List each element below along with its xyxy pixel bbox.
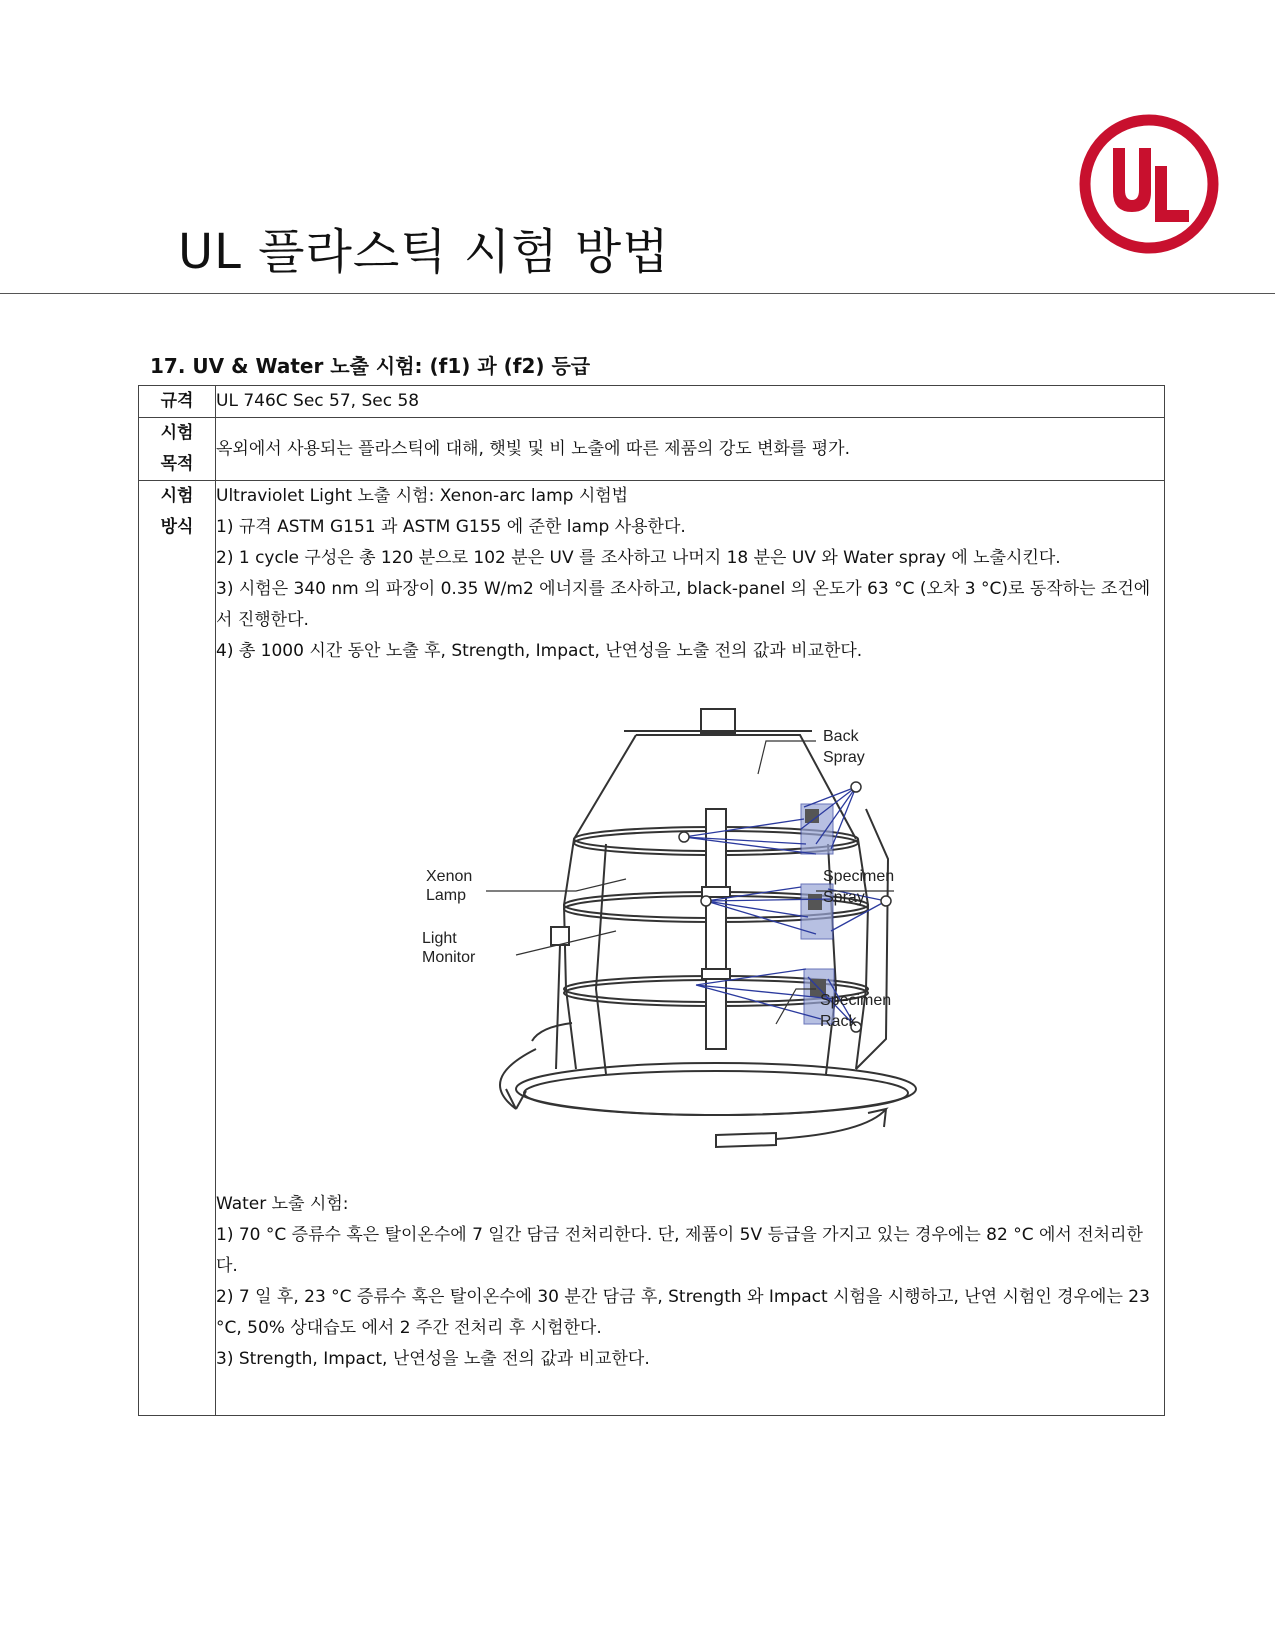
standard-value: UL 746C Sec 57, Sec 58 — [216, 386, 1165, 418]
uv-step: 1) 규격 ASTM G151 과 ASTM G155 에 준한 lamp 사용한다. — [216, 517, 686, 537]
water-step: 3) Strength, Impact, 난연성을 노출 전의 값과 비교한다. — [216, 1349, 650, 1369]
table-row-purpose — [139, 418, 1165, 481]
uv-step: 3) 시험은 340 nm 의 파장이 0.35 W/m2 에너지를 조사하고, black-panel 의 온도가 63 °C (오차 3 °C)로 동작하는 조건에서 진행한다. — [216, 579, 1151, 630]
row-label-purpose — [139, 418, 216, 481]
row-label-method — [139, 481, 216, 1416]
test-spec-table — [138, 385, 1165, 1416]
ul-logo — [1075, 110, 1223, 258]
label-line: 방식 — [160, 517, 194, 537]
page-title: UL 플라스틱 시험 방법 — [178, 224, 670, 280]
label-line: 시험 — [160, 486, 194, 506]
uv-step: 2) 1 cycle 구성은 총 120 분으로 102 분은 UV 를 조사하고 나머지 18 분은 UV 와 Water spray 에 노출시킨다. — [216, 548, 1061, 568]
water-step: 2) 7 일 후, 23 °C 증류수 혹은 탈이온수에 30 분간 담금 후, Strength 와 Impact 시험을 시행하고, 난연 시험인 경우에는 23 °C, 50% 상대습도 에서 2 주간 전처리 후 시험한다. — [216, 1287, 1150, 1338]
back-spray-label: Back Spray — [823, 728, 865, 766]
water-test-block — [216, 1189, 1164, 1415]
uv-step: 4) 총 1000 시간 동안 노출 후, Strength, Impact, 난연성을 노출 전의 값과 비교한다. — [216, 641, 863, 661]
header-divider — [0, 293, 1275, 294]
purpose-text: 옥외에서 사용되는 플라스틱에 대해, 햇빛 및 비 노출에 따른 제품의 강도 변화를 평가. — [216, 418, 1165, 481]
table-row-method — [139, 481, 1165, 1416]
label-line: 목적 — [160, 454, 194, 474]
label-line: 시험 — [160, 423, 194, 443]
light-monitor-label: Light Monitor — [422, 930, 476, 966]
method-content — [216, 481, 1165, 1416]
row-label-standard: 규격 — [139, 386, 216, 418]
specimen-spray-label: Specimen Spray — [823, 868, 895, 906]
water-intro: Water 노출 시험: — [216, 1194, 349, 1214]
water-step: 1) 70 °C 증류수 혹은 탈이온수에 7 일간 담금 전처리한다. 단, 제품이 5V 등급을 가지고 있는 경우에는 82 °C 에서 전처리한다. — [216, 1225, 1143, 1276]
specimen-rack-label: Specimen Rack — [820, 992, 892, 1030]
table-row-standard — [139, 386, 1165, 418]
xenon-arc-apparatus-diagram — [216, 669, 1164, 1189]
section-heading: 17. UV & Water 노출 시험: (f1) 과 (f2) 등급 — [150, 354, 591, 378]
xenon-lamp-label: Xenon Lamp — [426, 868, 473, 904]
lamp-cap-icon — [701, 709, 735, 733]
uv-intro: Ultraviolet Light 노출 시험: Xenon-arc lamp 시험법 — [216, 486, 629, 506]
